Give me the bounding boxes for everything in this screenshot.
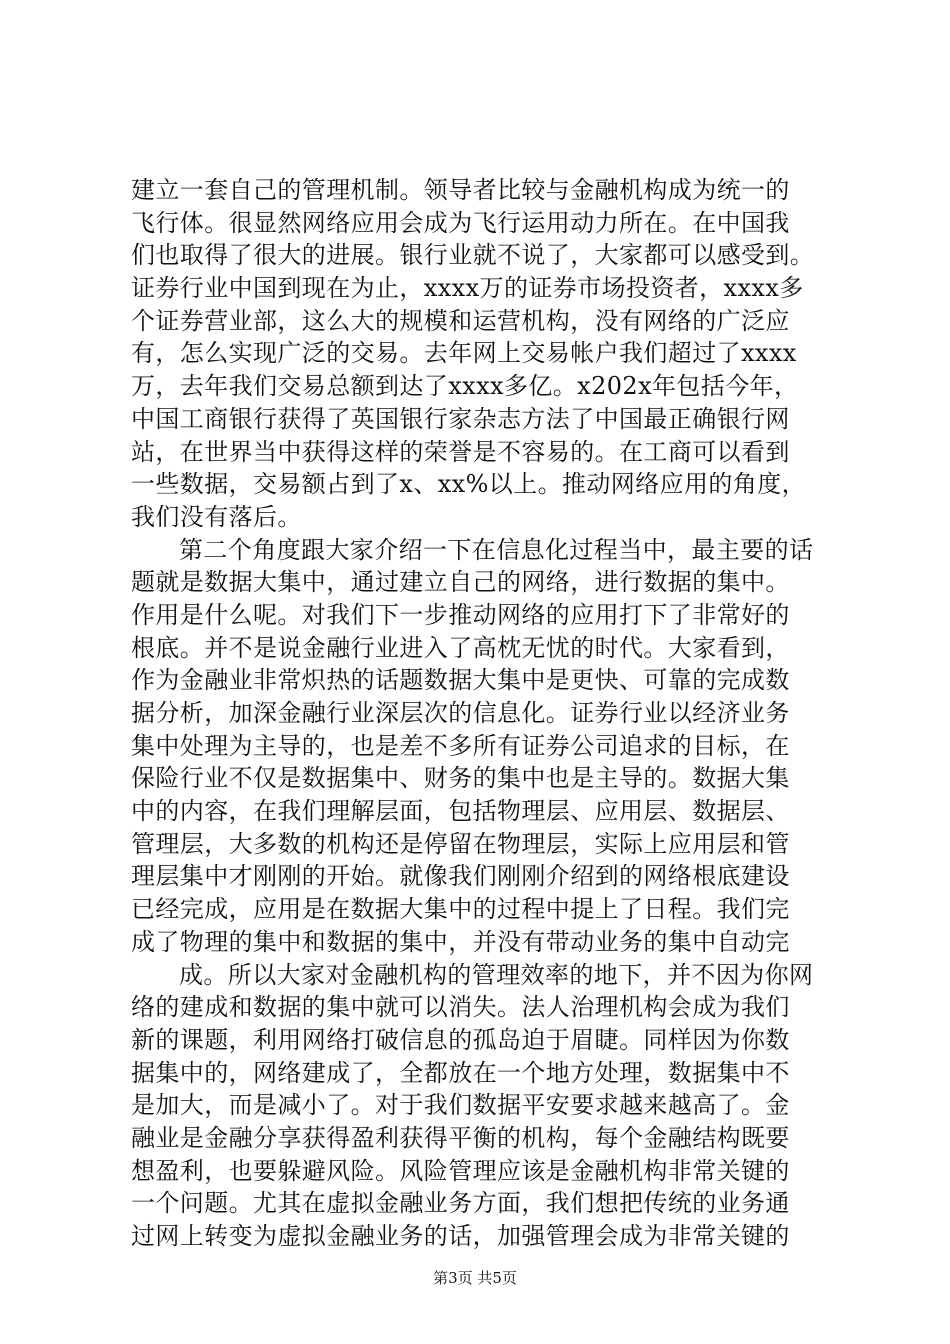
text-line: 过网上转变为虚拟金融业务的话，加强管理会成为非常关键的 — [131, 1222, 790, 1250]
body-text — [131, 174, 831, 1253]
text-line: 飞行体。很显然网络应用会成为飞行运用动力所在。在中国我 — [131, 208, 790, 237]
text-line: 根底。并不是说金融行业进入了高枕无忧的时代。大家看到， — [131, 633, 790, 662]
text-line: 融业是金融分享获得盈利获得平衡的机构，每个金融结构既要 — [131, 1123, 790, 1152]
text-line: 想盈利，也要躲避风险。风险管理应该是金融机构非常关键的 — [131, 1156, 790, 1185]
text-line: 作用是什么呢。对我们下一步推动网络的应用打下了非常好的 — [131, 600, 790, 629]
text-line: 一个问题。尤其在虚拟金融业务方面，我们想把传统的业务通 — [131, 1189, 790, 1218]
text-line: 新的课题，利用网络打破信息的孤岛迫于眉睫。同样因为你数 — [131, 1025, 790, 1054]
text-line: 有，怎么实现广泛的交易。去年网上交易帐户我们超过了xxxx — [131, 339, 797, 368]
text-line: 中的内容，在我们理解层面，包括物理层、应用层、数据层、 — [131, 797, 790, 826]
text-line: 中国工商银行获得了英国银行家杂志方法了中国最正确银行网 — [131, 404, 790, 433]
text-line: 证券行业中国到现在为止，xxxx万的证券市场投资者，xxxx多 — [131, 274, 804, 303]
text-line: 作为金融业非常炽热的话题数据大集中是更快、可靠的完成数 — [131, 666, 790, 695]
text-line: 据分析，加深金融行业深层次的信息化。证券行业以经济业务 — [131, 699, 790, 727]
text-line: 是加大，而是减小了。对于我们数据平安要求越来越高了。金 — [131, 1091, 790, 1120]
text-line: 建立一套自己的管理机制。领导者比较与金融机构成为统一的 — [131, 176, 790, 204]
text-line: 一些数据，交易额占到了x、xx%以上。推动网络应用的角度， — [131, 470, 807, 499]
text-line: 管理层，大多数的机构还是停留在物理层，实际上应用层和管 — [131, 829, 790, 858]
text-line: 络的建成和数据的集中就可以消失。法人治理机构会成为我们 — [131, 993, 790, 1022]
paragraph-start-line: 成。所以大家对金融机构的管理效率的地下，并不因为你网 — [179, 960, 814, 989]
text-line: 题就是数据大集中，通过建立自己的网络，进行数据的集中。 — [131, 568, 790, 597]
text-line: 个证券营业部，这么大的规模和运营机构，没有网络的广泛应 — [131, 306, 790, 335]
text-line: 理层集中才刚刚的开始。就像我们刚刚介绍到的网络根底建设 — [131, 862, 790, 891]
text-line: 成了物理的集中和数据的集中，并没有带动业务的集中自动完 — [131, 927, 790, 956]
text-line: 集中处理为主导的，也是差不多所有证券公司追求的目标，在 — [131, 731, 790, 760]
text-line: 们也取得了很大的进展。银行业就不说了，大家都可以感受到。 — [131, 241, 815, 270]
text-line: 我们没有落后。 — [131, 502, 302, 531]
text-line: 保险行业不仅是数据集中、财务的集中也是主导的。数据大集 — [131, 764, 790, 793]
text-line: 站，在世界当中获得这样的荣誉是不容易的。在工商可以看到 — [131, 437, 790, 466]
text-line: 据集中的，网络建成了，全都放在一个地方处理，数据集中不 — [131, 1058, 790, 1087]
text-line: 已经完成，应用是在数据大集中的过程中提上了日程。我们完 — [131, 895, 790, 924]
page-number-footer: 第3页 共5页 — [433, 1269, 517, 1287]
text-line: 万，去年我们交易总额到达了xxxx多亿。x202x年包括今年， — [131, 372, 799, 401]
paragraph-start-line: 第二个角度跟大家介绍一下在信息化过程当中，最主要的话 — [179, 535, 814, 564]
